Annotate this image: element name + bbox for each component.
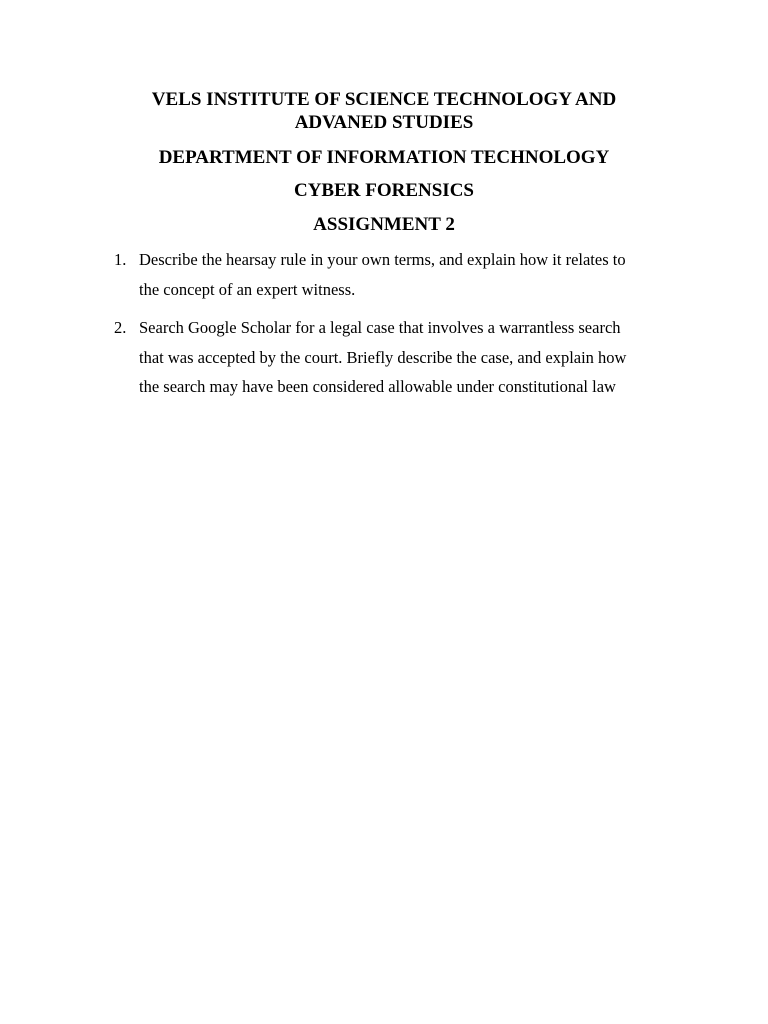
assignment-title: ASSIGNMENT 2 <box>313 214 455 235</box>
subject-title: CYBER FORENSICS <box>293 180 474 201</box>
question-text-line: the search may have been considered allowable under constitutional law <box>139 377 616 396</box>
question-text-line: the concept of an expert witness. <box>139 279 356 299</box>
question-item <box>114 245 684 304</box>
question-text-line: that was accepted by the court. Briefly describe the case, and explain how <box>139 347 627 367</box>
question-list <box>114 245 684 411</box>
question-item <box>114 313 684 402</box>
question-text-line: Search Google Scholar for a legal case that involves a warrantless search <box>139 318 621 337</box>
question-number: 1. <box>114 250 127 269</box>
question-number: 2. <box>114 318 127 337</box>
department-title: DEPARTMENT OF INFORMATION TECHNOLOGY <box>158 147 610 168</box>
institute-title-line-1: VELS INSTITUTE OF SCIENCE TECHNOLOGY AND <box>151 89 617 110</box>
institute-title <box>110 88 658 134</box>
institute-title-line-2: ADVANED STUDIES <box>294 112 474 133</box>
question-text-line: Describe the hearsay rule in your own terms, and explain how it relates to <box>139 250 626 269</box>
